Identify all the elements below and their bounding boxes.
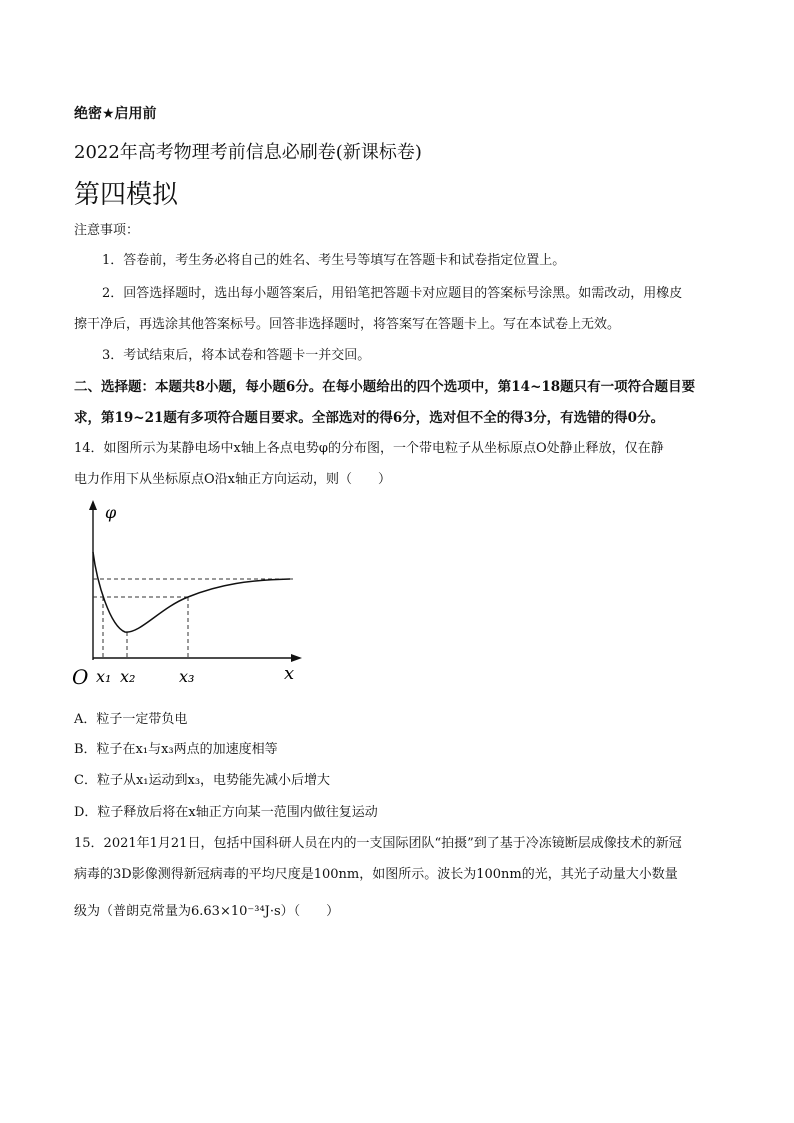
note-item-2-continued: 擦干净后，再选涂其他答案标号。回答非选择题时，将答案写在答题卡上。写在本试卷上无效。 bbox=[74, 317, 621, 332]
note-item-2: 2．回答选择题时，选出每小题答案后，用铅笔把答题卡对应题目的答案标号涂黑。如需改动，用橡皮 bbox=[102, 286, 683, 301]
question-15-line-2: 病毒的3D影像测得新冠病毒的平均尺度是100nm，如图所示。波长为100nm的光，其光子动量大小数量 bbox=[74, 867, 678, 882]
question-15-line-1: 15．2021年1月21日，包括中国科研人员在内的一支国际团队“拍摄”到了基于冷冻镜断层成像技术的新冠 bbox=[74, 836, 682, 851]
question-15-line-3: 级为（普朗克常量为6.63×10⁻³⁴J·s）（ ） bbox=[74, 904, 340, 919]
potential-graph bbox=[70, 498, 302, 694]
note-item-1: 1．答卷前，考生务必将自己的姓名、考生号等填写在答题卡和试卷指定位置上。 bbox=[102, 253, 566, 268]
option-a: A．粒子一定带负电 bbox=[74, 712, 188, 727]
y-axis-arrow bbox=[89, 500, 97, 510]
section-heading-line-1: 二、选择题：本题共8小题，每小题6分。在每小题给出的四个选项中，第14~18题只有一项符合题目要 bbox=[74, 379, 696, 395]
origin-label: O bbox=[72, 665, 89, 689]
question-14-line-2: 电力作用下从坐标原点O沿x轴正方向运动，则（ ） bbox=[74, 472, 391, 487]
note-item-3: 3．考试结束后，将本试卷和答题卡一并交回。 bbox=[102, 348, 371, 363]
x-axis-label: x bbox=[284, 663, 295, 684]
notes-label: 注意事项： bbox=[74, 223, 140, 238]
x2-label: x₂ bbox=[120, 667, 136, 686]
x-axis-arrow bbox=[291, 654, 302, 662]
x1-label: x₁ bbox=[96, 667, 112, 686]
x3-label: x₃ bbox=[179, 667, 195, 686]
exam-title: 2022年高考物理考前信息必刷卷(新课标卷) bbox=[74, 142, 422, 163]
option-c: C．粒子从x₁运动到x₃，电势能先减小后增大 bbox=[74, 773, 331, 788]
potential-curve bbox=[93, 552, 290, 632]
paper-name: 第四模拟 bbox=[74, 180, 179, 210]
secret-label: 绝密★启用前 bbox=[74, 106, 157, 122]
option-d: D．粒子释放后将在x轴正方向某一范围内做往复运动 bbox=[74, 805, 378, 820]
option-b: B．粒子在x₁与x₃两点的加速度相等 bbox=[74, 742, 278, 757]
question-14-line-1: 14．如图所示为某静电场中x轴上各点电势φ的分布图，一个带电粒子从坐标原点O处静止释放，仅在静 bbox=[74, 441, 664, 456]
section-heading-line-2: 求，第19~21题有多项符合题目要求。全部选对的得6分，选对但不全的得3分，有选错的得0分。 bbox=[74, 410, 665, 426]
y-axis-label: φ bbox=[105, 503, 117, 522]
